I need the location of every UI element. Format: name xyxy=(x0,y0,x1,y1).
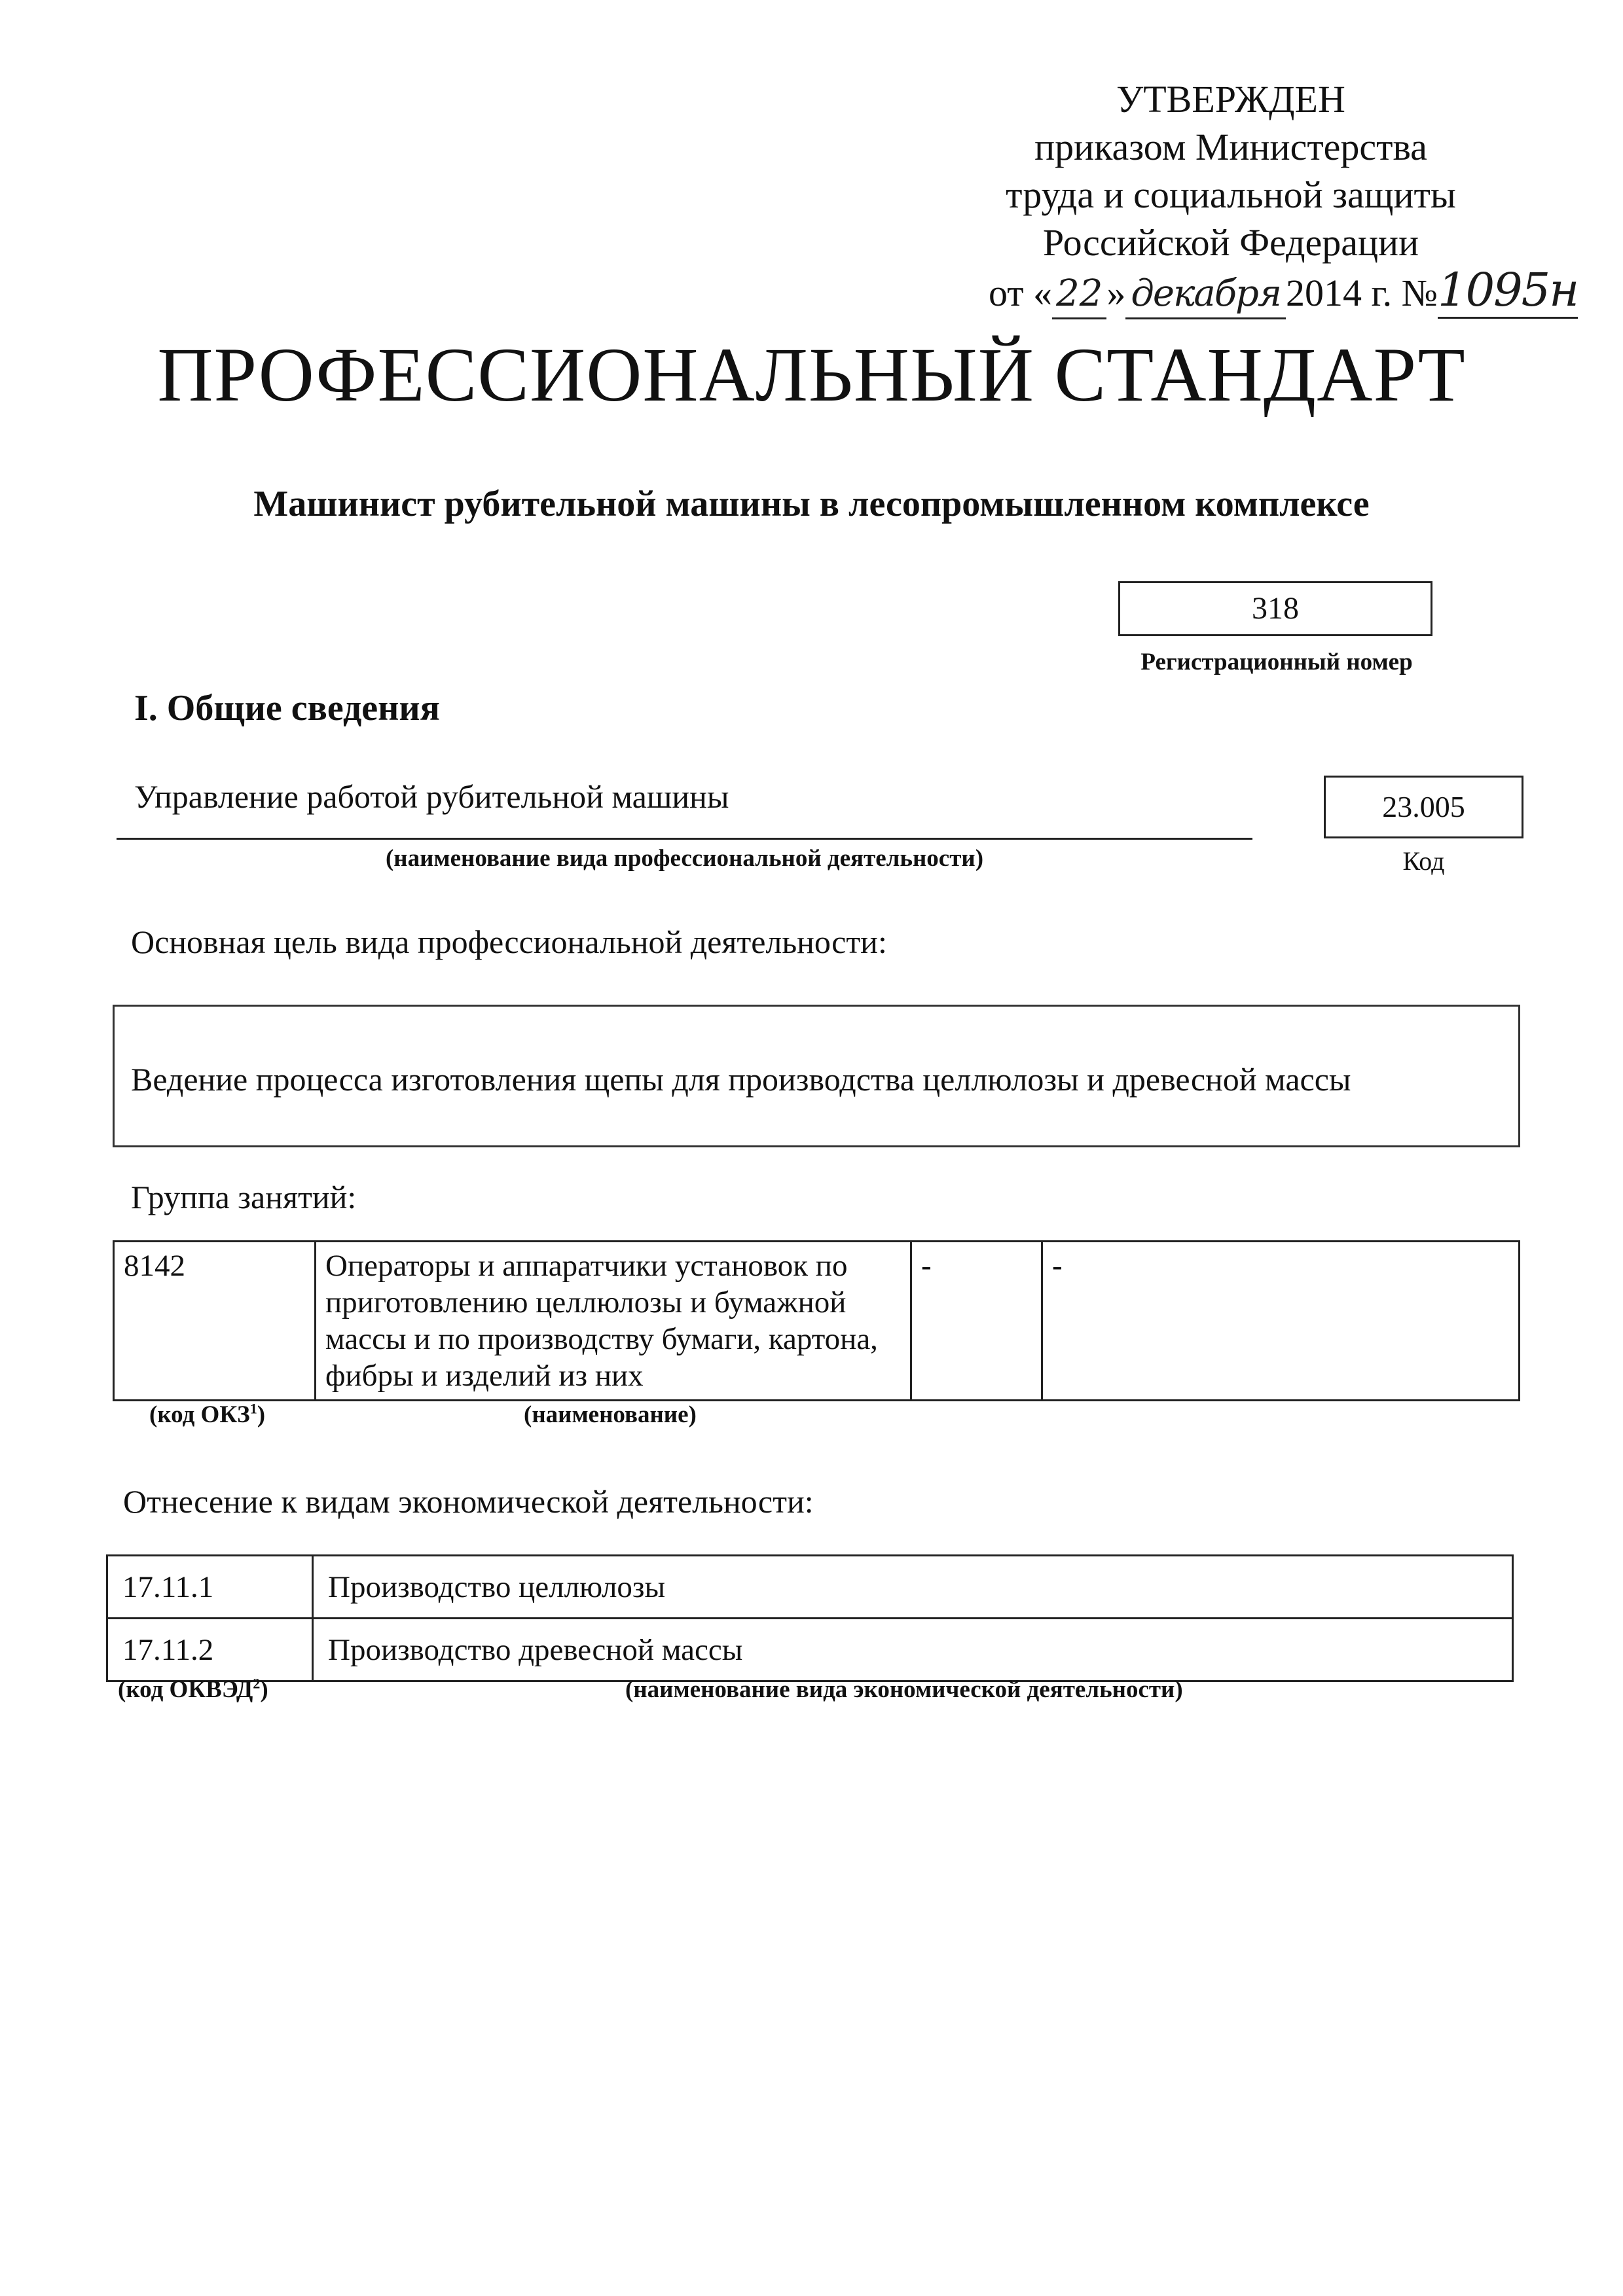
econ-code: 17.11.2 xyxy=(107,1619,313,1681)
econ-code-caption xyxy=(118,1676,268,1704)
order-day: 22 xyxy=(1052,270,1106,319)
approval-block xyxy=(969,75,1578,319)
econ-name-caption: (наименование вида экономической деятельности) xyxy=(625,1676,1183,1703)
section-heading: I. Общие сведения xyxy=(134,688,440,728)
footnote-marker: 1 xyxy=(249,1400,257,1417)
registration-number-caption: Регистрационный номер xyxy=(1140,649,1413,675)
econ-name: Производство целлюлозы xyxy=(313,1556,1513,1619)
order-month: декабря xyxy=(1125,270,1286,319)
registration-number-box: 318 xyxy=(1118,581,1432,636)
occupation-code-caption xyxy=(149,1401,265,1429)
occupation-name-caption: (наименование) xyxy=(524,1401,697,1428)
economic-activity-label: Отнесение к видам экономической деятельности: xyxy=(123,1483,814,1520)
activity-caption: (наименование вида профессиональной деятельности) xyxy=(385,845,984,872)
table-row xyxy=(107,1619,1513,1681)
approval-heading: УТВЕРЖДЕН xyxy=(1116,78,1345,120)
econ-name: Производство древесной массы xyxy=(313,1619,1513,1681)
caption-text: (код ОКЗ xyxy=(149,1401,250,1428)
order-date-number xyxy=(969,263,1578,319)
econ-code: 17.11.1 xyxy=(107,1556,313,1619)
occupation-group-label: Группа занятий: xyxy=(131,1179,357,1215)
activity-code-caption: Код xyxy=(1402,846,1445,876)
caption-text: (код ОКВЭД xyxy=(118,1676,253,1703)
activity-underline xyxy=(117,838,1252,840)
approval-line-2: труда и социальной защиты xyxy=(1006,173,1456,216)
economic-activity-table xyxy=(106,1554,1514,1682)
caption-text-end: ) xyxy=(257,1401,266,1428)
footnote-marker: 2 xyxy=(253,1675,261,1692)
order-year: 2014 г. № xyxy=(1285,272,1438,314)
approval-line-3: Российской Федерации xyxy=(1042,221,1419,264)
occupation-code-2: - xyxy=(911,1242,1042,1401)
order-prefix: от « xyxy=(989,272,1053,314)
occupation-code: 8142 xyxy=(114,1242,316,1401)
goal-label: Основная цель вида профессиональной деятельности: xyxy=(131,924,887,960)
approval-line-1: приказом Министерства xyxy=(1034,126,1427,168)
order-number: 1095н xyxy=(1438,263,1578,317)
document-title: ПРОФЕССИОНАЛЬНЫЙ СТАНДАРТ xyxy=(157,332,1466,418)
table-row xyxy=(114,1242,1520,1401)
table-row xyxy=(107,1556,1513,1619)
occupation-name-2: - xyxy=(1042,1242,1520,1401)
activity-code-box: 23.005 xyxy=(1324,776,1523,838)
occupation-name: Операторы и аппаратчики установок по приготовлению целлюлозы и бумажной массы и по производству бумаги, картона, фибры и изделий из них xyxy=(316,1242,911,1401)
occupation-table xyxy=(113,1240,1520,1401)
order-quote-close: » xyxy=(1106,272,1126,314)
caption-text-end: ) xyxy=(260,1676,268,1703)
goal-text: Ведение процесса изготовления щепы для производства целлюлозы и древесной массы xyxy=(131,1061,1351,1098)
order-number-line xyxy=(1438,263,1578,319)
document-subtitle: Машинист рубительной машины в лесопромышленном комплексе xyxy=(253,484,1370,524)
activity-name: Управление работой рубительной машины xyxy=(134,778,729,815)
